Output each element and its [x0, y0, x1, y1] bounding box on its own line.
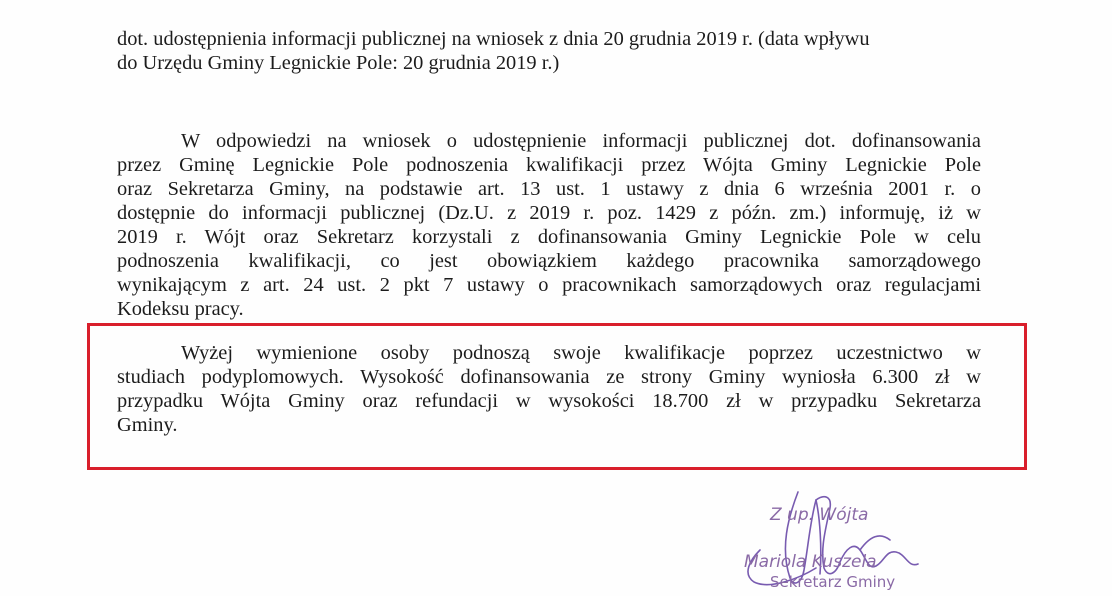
paragraph-1-line: Kodeksu pracy.: [117, 298, 244, 320]
stamp-line-2: Mariola Kuszela: [744, 552, 877, 572]
paragraph-1-line: przez Gminę Legnickie Pole podnoszenia kwalifikacji przez Wójta Gminy Legnickie Pole: [117, 154, 981, 176]
paragraph-1-line: 2019 r. Wójt oraz Sekretarz korzystali z dofinansowania Gminy Legnickie Pole w celu: [117, 226, 981, 248]
paragraph-2-line: Gminy.: [117, 414, 178, 436]
intro-line-2: do Urzędu Gminy Legnickie Pole: 20 grudnia 2019 r.): [117, 52, 560, 74]
paragraph-2-line: Wyżej wymienione osoby podnoszą swoje kwalifikacje poprzez uczestnictwo w: [181, 342, 981, 364]
stamp-line-1: Z up. Wójta: [770, 505, 869, 525]
paragraph-2-line: przypadku Wójta Gminy oraz refundacji w wysokości 18.700 zł w przypadku Sekretarza: [117, 390, 981, 412]
stamp-line-3: Sekretarz Gminy: [770, 573, 896, 591]
paragraph-1-line: dostępnie do informacji publicznej (Dz.U. z 2019 r. poz. 1429 z późn. zm.) informuję, iż w: [117, 202, 981, 224]
paragraph-2-line: studiach podyplomowych. Wysokość dofinansowania ze strony Gminy wyniosła 6.300 zł w: [117, 366, 981, 388]
paragraph-1-line: wynikającym z art. 24 ust. 2 pkt 7 ustawy o pracownikach samorządowych oraz regulacjami: [117, 274, 981, 296]
intro-line-1: dot. udostępnienia informacji publicznej na wniosek z dnia 20 grudnia 2019 r. (data wpływu: [117, 28, 870, 50]
paragraph-1-line: podnoszenia kwalifikacji, co jest obowiązkiem każdego pracownika samorządowego: [117, 250, 981, 272]
signature-stamp: [720, 478, 970, 596]
paragraph-1-line: W odpowiedzi na wniosek o udostępnienie informacji publicznej dot. dofinansowania: [181, 130, 981, 152]
paragraph-1-line: oraz Sekretarza Gminy, na podstawie art. 13 ust. 1 ustawy z dnia 6 września 2001 r. o: [117, 178, 981, 200]
